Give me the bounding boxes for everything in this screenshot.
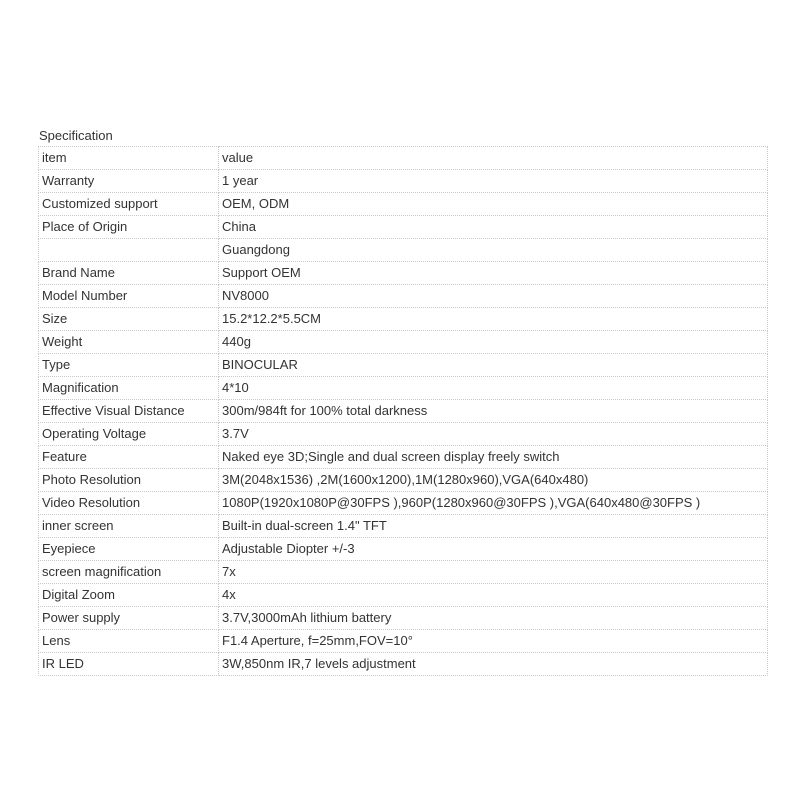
item-cell: Photo Resolution <box>39 469 219 492</box>
item-cell <box>39 239 219 262</box>
value-cell: 1 year <box>219 170 768 193</box>
table-row <box>39 538 768 561</box>
item-cell: screen magnification <box>39 561 219 584</box>
value-cell: Built-in dual-screen 1.4" TFT <box>219 515 768 538</box>
value-cell: 15.2*12.2*5.5CM <box>219 308 768 331</box>
table-row <box>39 308 768 331</box>
value-cell: 4*10 <box>219 377 768 400</box>
item-cell: Model Number <box>39 285 219 308</box>
item-cell: Feature <box>39 446 219 469</box>
value-cell: NV8000 <box>219 285 768 308</box>
item-cell: IR LED <box>39 653 219 676</box>
value-cell: China <box>219 216 768 239</box>
value-cell: 7x <box>219 561 768 584</box>
table-row <box>39 262 768 285</box>
value-cell: Support OEM <box>219 262 768 285</box>
table-row <box>39 354 768 377</box>
table-row <box>39 492 768 515</box>
value-cell: Adjustable Diopter +/-3 <box>219 538 768 561</box>
table-row <box>39 239 768 262</box>
item-cell: Power supply <box>39 607 219 630</box>
item-cell: Brand Name <box>39 262 219 285</box>
specification-section <box>38 126 768 676</box>
value-cell: BINOCULAR <box>219 354 768 377</box>
value-cell: 3.7V <box>219 423 768 446</box>
value-cell: Guangdong <box>219 239 768 262</box>
table-row <box>39 653 768 676</box>
table-row <box>39 607 768 630</box>
table-row <box>39 377 768 400</box>
header-value-cell: value <box>219 147 768 170</box>
item-cell: Eyepiece <box>39 538 219 561</box>
item-cell: Video Resolution <box>39 492 219 515</box>
table-row <box>39 561 768 584</box>
item-cell: inner screen <box>39 515 219 538</box>
item-cell: Magnification <box>39 377 219 400</box>
item-cell: Place of Origin <box>39 216 219 239</box>
value-cell: 3W,850nm IR,7 levels adjustment <box>219 653 768 676</box>
table-row <box>39 515 768 538</box>
table-row <box>39 423 768 446</box>
table-row <box>39 170 768 193</box>
item-cell: Customized support <box>39 193 219 216</box>
table-row <box>39 469 768 492</box>
value-cell: 4x <box>219 584 768 607</box>
item-cell: Type <box>39 354 219 377</box>
table-row <box>39 285 768 308</box>
table-row <box>39 584 768 607</box>
table-row <box>39 193 768 216</box>
value-cell: 300m/984ft for 100% total darkness <box>219 400 768 423</box>
item-cell: Effective Visual Distance <box>39 400 219 423</box>
value-cell: Naked eye 3D;Single and dual screen display freely switch <box>219 446 768 469</box>
value-cell: F1.4 Aperture, f=25mm,FOV=10° <box>219 630 768 653</box>
specification-table <box>38 146 768 676</box>
value-cell: 440g <box>219 331 768 354</box>
value-cell: 3M(2048x1536) ,2M(1600x1200),1M(1280x960),VGA(640x480) <box>219 469 768 492</box>
value-cell: OEM, ODM <box>219 193 768 216</box>
header-item-cell: item <box>39 147 219 170</box>
item-cell: Size <box>39 308 219 331</box>
table-row <box>39 216 768 239</box>
value-cell: 3.7V,3000mAh lithium battery <box>219 607 768 630</box>
specification-table-body <box>39 147 768 676</box>
table-row <box>39 446 768 469</box>
value-cell: 1080P(1920x1080P@30FPS ),960P(1280x960@30FPS ),VGA(640x480@30FPS ) <box>219 492 768 515</box>
item-cell: Operating Voltage <box>39 423 219 446</box>
item-cell: Digital Zoom <box>39 584 219 607</box>
table-row <box>39 400 768 423</box>
table-row <box>39 331 768 354</box>
item-cell: Weight <box>39 331 219 354</box>
table-row <box>39 630 768 653</box>
item-cell: Lens <box>39 630 219 653</box>
item-cell: Warranty <box>39 170 219 193</box>
table-header-row <box>39 147 768 170</box>
specification-title: Specification <box>39 128 113 143</box>
